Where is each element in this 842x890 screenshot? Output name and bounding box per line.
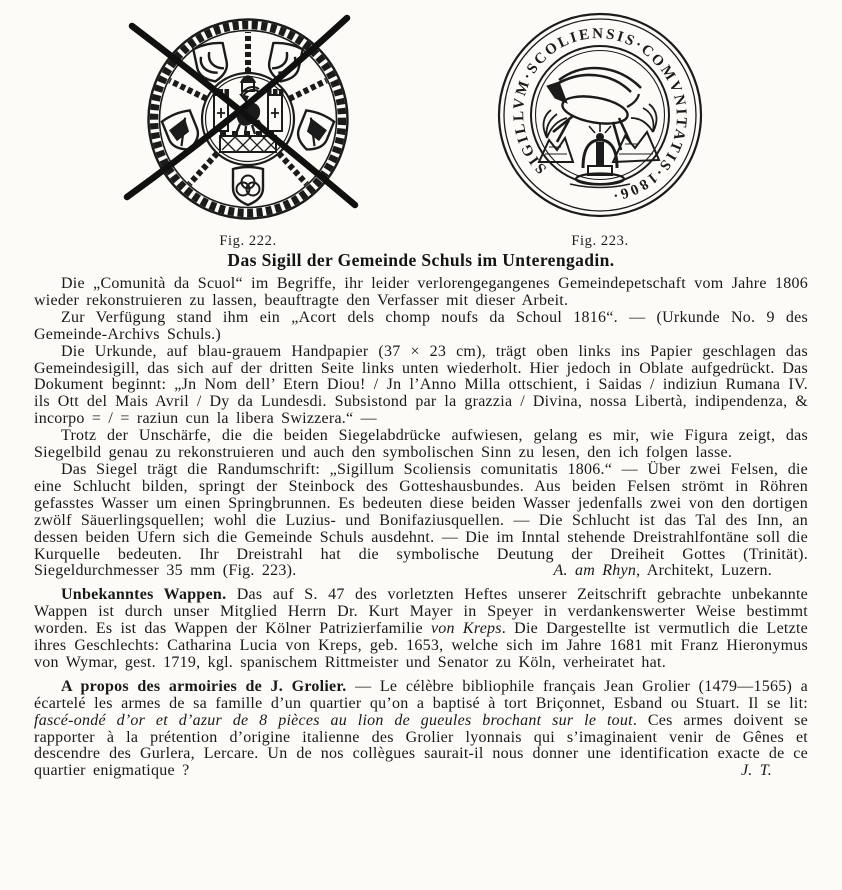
paragraph-charter-description: Die Urkunde, auf blau-grauem Handpapier (37 × 23 cm), trägt oben links ins Papier geschlagen das Gemeindesigill, das sich auf der dritten Seite links unten wiederholt. Hier jedoch in Oblate aufgedrückt. Das Dokument beginnt: „Jn Nom dell’ Etern Diou! / Jn l’Anno Milla ottschient, i Saidas / indiziun Rumana IV. ils Ott del Mais Avril / Dy da Lundesdi. Subsistond par la grazzia / Divina, nossa Libertà, indipendenza, & incorpo = / = raziun cun la libera Swizzera.“ — (34, 342, 808, 428)
seal-figure-222 (118, 8, 378, 220)
paragraph-commission: Die „Comunità da Scuol“ im Begriffe, ihr leider verlorengegangenes Gemeindepetschaft vom Jahre 1806 wieder rekonstruieren zu lassen, beauftragte den Verfasser mit dieser Arbeit. (34, 275, 808, 309)
paragraph-seal-symbolism: Das Siegel trägt die Randumschrift: „Sigillum Scoliensis comunitatis 1806.“ — Über zwei Felsen, die eine Schlucht bilden, springt der Steinbock des Gotteshausbundes. Aus beiden Felsen strömt in Röhren gefasstes Wasser um einen Springbrunnen. Es bedeuten diese beiden Wasser jedenfalls zwei von den dortigen zwölf Säuerlingsquellen; wohl die Luzius- und Bonifaziusquellen. — Die Schlucht ist das Tal des Inn, an dessen beiden Ufern sich die Gemeinde Schuls ausdehnt. — Die im Inntal stehende Dreistrahlfontäne soll die Kurquelle bedeuten. Ihr Dreistrahl hat die symbolische Deutung der Dreiheit Gottes (Trinität). Siegeldurchmesser 35 mm (Fig. 223). A. am Rhyn, Architekt, Luzern. (34, 460, 808, 580)
author-signature: A. am Rhyn, Architekt, Luzern. (553, 562, 772, 580)
shield-rings-bottom (233, 167, 263, 205)
figure-caption-223: Fig. 223. (571, 233, 629, 249)
seal-borders (499, 14, 701, 216)
initials-signature: J. T. (740, 762, 772, 780)
paragraph-grolier: A propos des armoiries de J. Grolier. — Le célèbre bibliophile français Jean Grolier (1479—1565) a écartelé les armes de sa famille d’un quartier qu’on a baptisé à tort Briçonnet, Esband ou Stuart. Il se lit: fascé-ondé d’or et d’azur de 8 pièces au lion de gueules brochant sur le tout. Ces armes doivent se rapporter à la prétention d’origine italienne des Grolier lyonnais qui s’imaginaient venir de Gênes et descendre des Gurlera, Lercare. Un de nos collègues saurait-il nous donner une identification exacte de ce quartier enigmatique ? J. T. (34, 677, 809, 780)
paragraph-reconstruction: Trotz der Unschärfe, die die beiden Siegelabdrücke aufwiesen, gelang es mir, wie Figura zeigt, das Siegelbild genau zu rekonstruieren und auch den symbolischen Sinn zu lesen, den ich folgen lasse. (34, 427, 808, 462)
paragraph-source-document: Zur Verfügung stand ihm ein „Acort dels chomp noufs da Schoul 1816“. — (Urkunde No. 9 des Gemeinde-Archivs Schuls.) (34, 308, 808, 343)
seal-ring-inscription: SIGILLVM·SCOLIENSIS·COMVNITATIS·1806· (511, 26, 690, 204)
article-title: Das Sigill der Gemeinde Schuls im Unterengadin. (227, 250, 615, 270)
paragraph-unbekanntes-wappen: Unbekanntes Wappen. Das auf S. 47 des vorletzten Heftes unserer Zeitschrift gebrachte unbekannte Wappen ist durch unser Mitglied Herrn Dr. Kurt Mayer in Speyer in verdankenswerter Weise bestimmt worden. Es ist das Wappen der Kölner Patrizierfamilie von Kreps. Die Dargestellte ist vermutlich die Letzte ihres Geschlechts: Catharina Lucia von Kreps, geb. 1653, welche sich im Jahre 1681 mit Franz Hieronymus von Wymar, gest. 1719, kgl. spanischem Rittmeister und Senator zu Köln, verheiratet hat. (34, 586, 809, 671)
plants (544, 104, 657, 138)
seal-figure-223 (475, 10, 727, 218)
article-body (34, 276, 808, 780)
svg-text:SIGILLVM·SCOLIENSIS·COMVNITATI (511, 26, 689, 203)
fountain (570, 123, 630, 188)
shield-flag-right (293, 109, 335, 155)
figure-caption-222: Fig. 222. (219, 233, 277, 249)
